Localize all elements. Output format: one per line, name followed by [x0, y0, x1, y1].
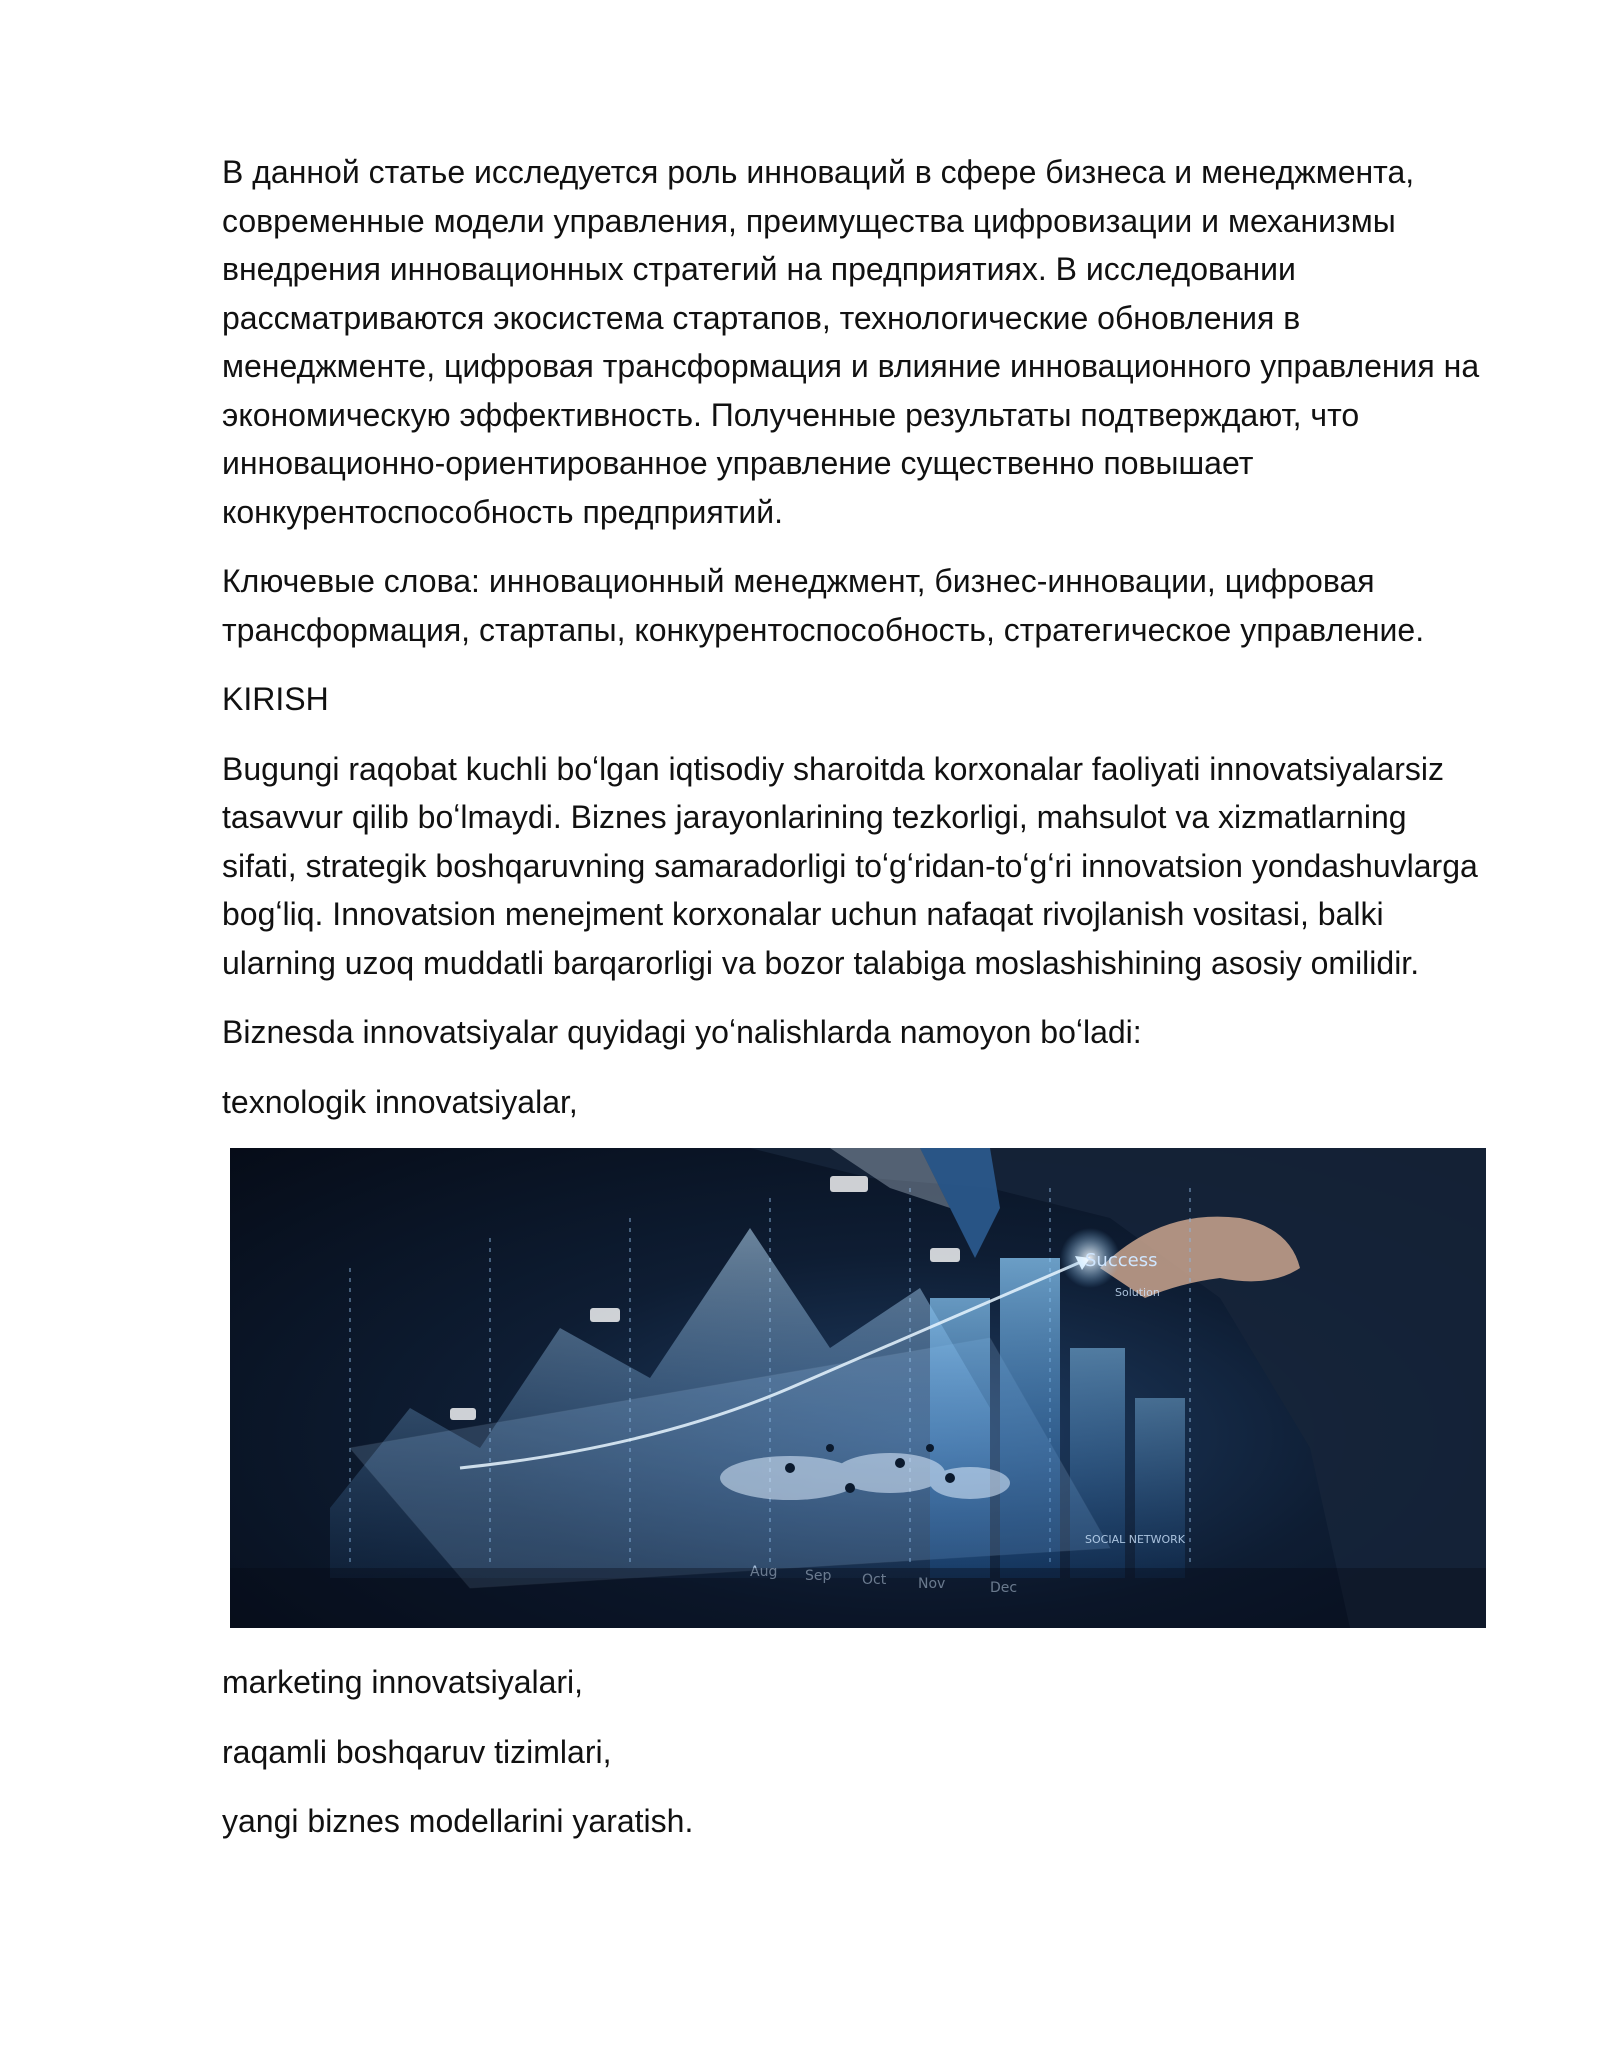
- keywords-paragraph: Ключевые слова: инновационный менеджмент, бизнес-инновации, цифровая трансформация, стартапы, конкурентоспособность, стратегическое управление.: [222, 563, 1425, 648]
- document-body: [222, 148, 1482, 1867]
- image-label-success: Success: [1085, 1250, 1158, 1271]
- list-item: yangi biznes modellarini yaratish.: [222, 1803, 694, 1839]
- section-heading: KIRISH: [222, 681, 329, 717]
- image-label-social: SOCIAL NETWORK: [1085, 1533, 1186, 1546]
- image-month-label: Oct: [862, 1572, 887, 1588]
- image-month-label: Nov: [918, 1576, 946, 1592]
- image-illustration: [230, 1148, 1486, 1628]
- list-item: marketing innovatsiyalari,: [222, 1664, 584, 1700]
- intro-paragraph: Bugungi raqobat kuchli boʻlgan iqtisodiy sharoitda korxonalar faoliyati innovatsiyalarsiz tasavvur qilib boʻlmaydi. Biznes jarayonlarining tezkorligi, mahsulot va xizmatlarning sifati, strategik boshqaruvning samaradorligi toʻgʻridan-toʻgʻri innovatsion yondashuvlarga bogʻliq. Innovatsion menejment korxonalar uchun nafaqat rivojlanish vositasi, balki ularning uzoq muddatli barqarorligi va bozor talabiga moslashishining asosiy omilidir.: [222, 750, 1478, 981]
- list-item: raqamli boshqaruv tizimlari,: [222, 1733, 612, 1770]
- business-innovation-image: [230, 1148, 1486, 1628]
- image-month-label: Aug: [750, 1564, 778, 1580]
- abstract-paragraph: В данной статье исследуется роль инноваций в сфере бизнеса и менеджмента, современные модели управления, преимущества цифровизации и механизмы внедрения инновационных стратегий на предприятиях. В исследовании рассматриваются экосистема стартапов, технологические обновления в менеджменте, цифровая трансформация и влияние инновационного управления на экономическую эффективность. Полученные результаты подтверждают, что инновационно-ориентированное управление существенно повышает конкурентоспособность предприятий.: [222, 154, 1480, 530]
- list-item: texnologik innovatsiyalar,: [222, 1083, 578, 1120]
- list-intro: Biznesda innovatsiyalar quyidagi yoʻnalishlarda namoyon boʻladi:: [222, 1014, 1142, 1050]
- image-month-label: Sep: [805, 1568, 832, 1584]
- image-label-solution: Solution: [1115, 1286, 1160, 1299]
- image-month-label: Dec: [990, 1580, 1018, 1596]
